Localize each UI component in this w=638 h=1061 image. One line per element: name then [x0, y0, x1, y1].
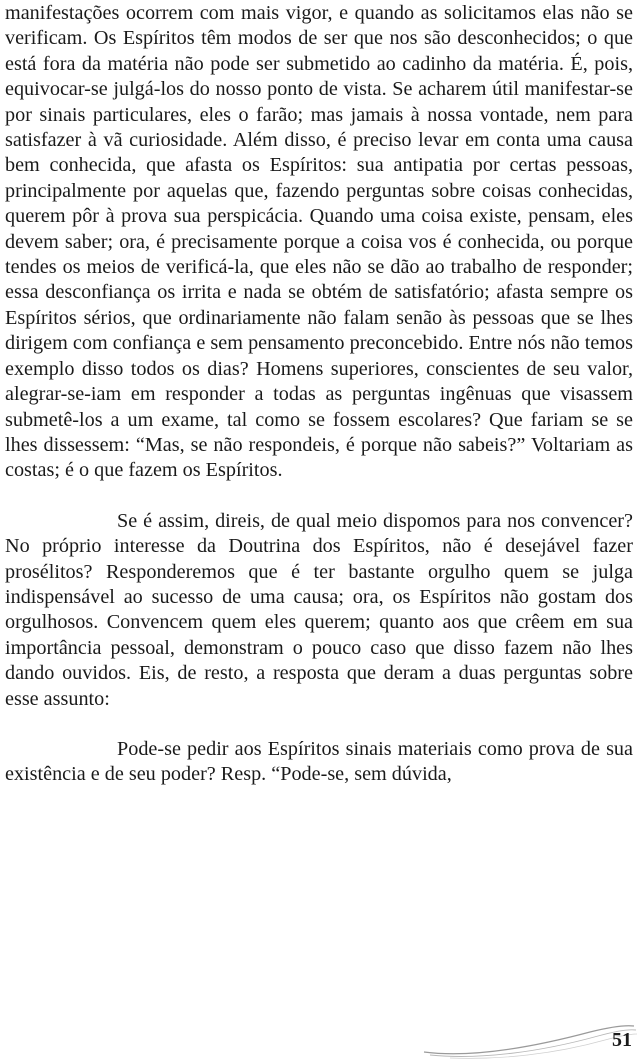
page-number: 51 [612, 1029, 632, 1051]
swoosh-ornament-icon [420, 1018, 638, 1061]
page-footer [0, 1018, 638, 1061]
paragraph-indented-question: Pode-se pedir aos Espíritos sinais materiais como prova de sua existência e de seu poder? Resp. “Pode-se, sem dúvida, [5, 737, 633, 786]
paragraph-continued: manifestações ocorrem com mais vigor, e quando as solicitamos elas não se verificam. Os Espíritos têm modos de ser que nos são desconhecidos; o que está fora da matéria não pode ser submetido ao cadinho da matéria. É, pois, equivocar-se julgá-los do nosso ponto de vista. Se acharem útil manifestar-se por sinais particulares, eles o farão; mas jamais à nossa vontade, nem para satisfazer à vã curiosidade. Além disso, é preciso levar em conta uma causa bem conhecida, que afasta os Espíritos: sua antipatia por certas pessoas, principalmente por aquelas que, fazendo perguntas sobre coisas conhecidas, querem pôr à prova sua perspicácia. Quando uma coisa existe, pensam, eles devem saber; ora, é precisamente porque a coisa vos é conhecida, ou porque tendes os meios de verificá-la, que eles não se dão ao trabalho de responder; essa desconfiança os irrita e nada se obtém de satisfatório; afasta sempre os Espíritos sérios, que ordinariamente não falam senão às pessoas que se lhes dirigem com confiança e sem pensamento preconcebido. Entre nós não temos exemplo disso todos os dias? Homens superiores, conscientes de seu valor, alegrar-se-iam em responder a todas as perguntas ingênuas que visassem submetê-los a um exame, tal como se fossem escolares? Que fariam se se lhes dissessem: “Mas, se não respondeis, é porque não sabeis?” Voltariam as costas; é o que fazem os Espíritos. [5, 2, 633, 482]
paragraph-indented: Se é assim, direis, de qual meio dispomos para nos convencer? No próprio interesse da Doutrina dos Espíritos, não é desejável fazer prosélitos? Responderemos que é ter bastante orgulho quem se julga indispensável ao sucesso de uma causa; ora, os Espíritos não gostam dos orgulhosos. Convencem quem eles querem; quanto aos que crêem em sua importância pessoal, demonstram o pouco caso que disso fazem não lhes dando ouvidos. Eis, de resto, a resposta que deram a duas perguntas sobre esse assunto: [5, 509, 633, 710]
page-body [5, 0, 633, 788]
